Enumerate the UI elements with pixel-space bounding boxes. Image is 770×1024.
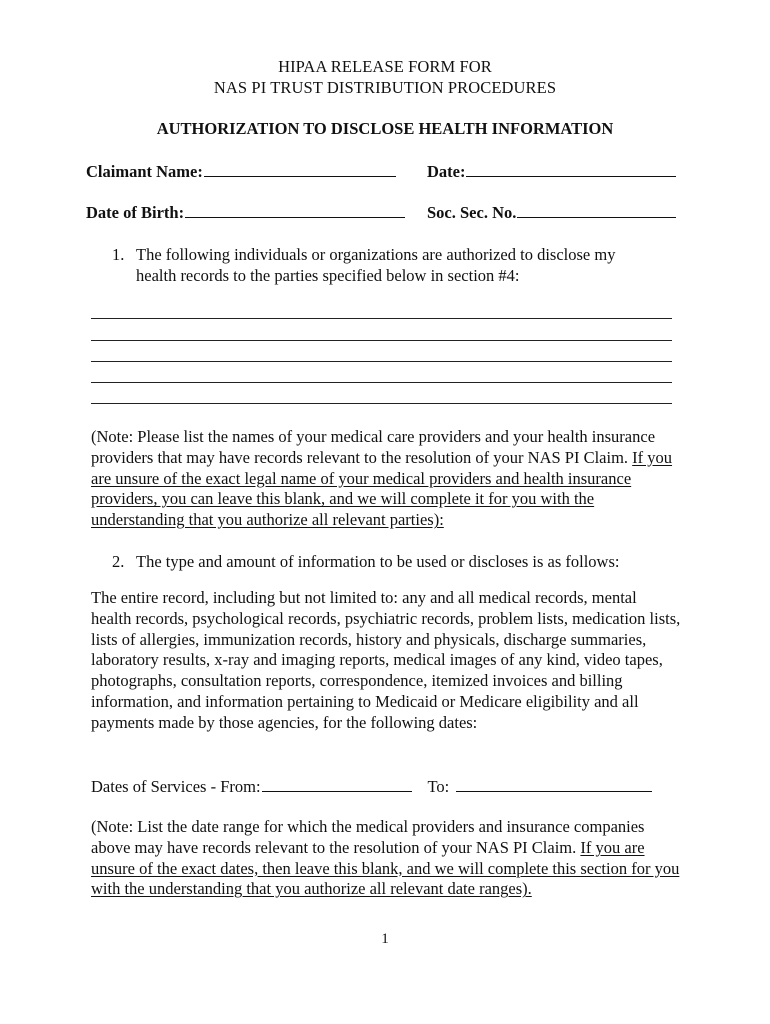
provider-line-4[interactable]: [91, 382, 672, 383]
note-2: [91, 817, 681, 900]
ssn-row: [427, 202, 676, 223]
provider-line-2[interactable]: [91, 340, 672, 341]
section-2-number: 2.: [112, 552, 125, 571]
note-1: [91, 427, 681, 531]
provider-line-1[interactable]: [91, 318, 672, 319]
dob-row: [86, 202, 405, 223]
claimant-name-row: [86, 161, 396, 182]
form-heading-line2: NAS PI TRUST DISTRIBUTION PROCEDURES: [213, 78, 557, 97]
claimant-name-field[interactable]: [204, 161, 396, 177]
note-2-underlined-text: If you are unsure of the exact dates, then leave this blank, and we will complete this section for you with the understanding that you authorize all relevant date ranges).: [91, 837, 680, 899]
dates-from-field[interactable]: [262, 776, 412, 792]
section-2-body: The entire record, including but not limited to: any and all medical records, mental health records, psychological records, psychiatric records, problem lists, medication lists, lists of allergies, immunization records, history and physicals, discharge summaries, laboratory results, x-ray and imaging reports, medical images of any kind, video tapes, photographs, consultation reports, correspondence, itemized invoices and billing information, and information pertaining to Medicaid or Medicare eligibility and all payments made by those agencies, for the following dates:: [91, 588, 681, 732]
dates-from-label: Dates of Services - From:: [91, 777, 261, 796]
section-2-text: The type and amount of information to be used or discloses is as follows:: [136, 552, 620, 571]
claimant-name-label: Claimant Name:: [86, 162, 203, 181]
section-1-line1: The following individuals or organizations are authorized to disclose my: [136, 245, 616, 264]
date-label: Date:: [427, 162, 466, 181]
dob-label: Date of Birth:: [86, 203, 185, 222]
note-2-text: (Note: List the date range for which the medical providers and insurance companies above may have records relevant to the resolution of your NAS PI Claim.: [91, 817, 645, 857]
note-1-underlined-text: If you are unsure of the exact legal name of your medical providers and health insurance providers, you can leave this blank, and we will complete it for you with the understanding that you authorize all relevant parties):: [91, 447, 673, 530]
form-title: AUTHORIZATION TO DISCLOSE HEALTH INFORMATION: [156, 119, 614, 138]
page-number: 1: [381, 931, 389, 947]
dates-to-label: To:: [427, 777, 450, 796]
date-field[interactable]: [466, 161, 676, 177]
section-1-number: 1.: [112, 245, 125, 264]
section-2: [112, 551, 672, 573]
section-1-line2: health records to the parties specified below in section #4:: [136, 266, 520, 285]
dates-to-field[interactable]: [456, 776, 652, 792]
dob-field[interactable]: [185, 202, 405, 218]
date-row: [427, 161, 676, 182]
dates-of-service-row: [91, 776, 652, 797]
provider-line-3[interactable]: [91, 361, 672, 362]
form-heading-line1: HIPAA RELEASE FORM FOR: [278, 57, 492, 76]
ssn-label: Soc. Sec. No.: [427, 203, 517, 222]
section-1: [112, 244, 672, 288]
provider-line-5[interactable]: [91, 403, 672, 404]
note-1-text: (Note: Please list the names of your medical care providers and your health insurance providers that may have records relevant to the resolution of your NAS PI Claim.: [91, 427, 656, 467]
ssn-field[interactable]: [517, 202, 676, 218]
